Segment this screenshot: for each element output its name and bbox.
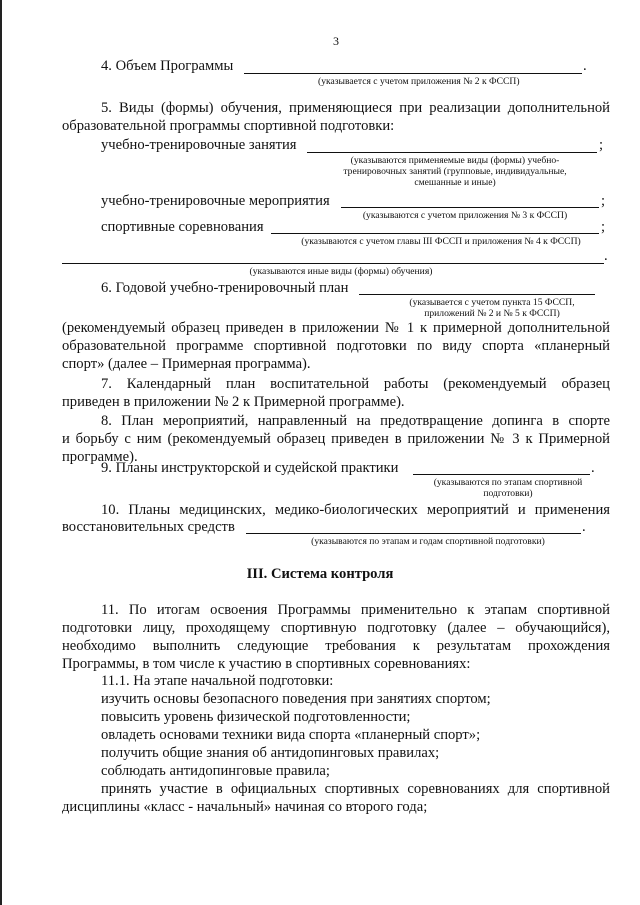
item-4-label: 4. Объем Программы [101, 58, 234, 74]
requirement-5: соблюдать антидопинговые правила; [101, 763, 330, 779]
item-9-dot: . [591, 460, 595, 476]
item-10-dot: . [582, 519, 586, 535]
item-6-line1: (рекомендуемый образец приведен в приложении № 1 к примерной дополнительной [62, 320, 610, 336]
item-9-note1: (указываются по этапам спортивной [433, 477, 583, 488]
item-6-label: 6. Годовой учебно-тренировочный план [101, 280, 349, 296]
item-5b-label: учебно-тренировочные мероприятия [101, 193, 330, 209]
item-5a-semicolon: ; [599, 137, 604, 153]
item-5b-fill-line [341, 207, 599, 208]
scan-edge [0, 0, 2, 905]
item-5a-label: учебно-тренировочные занятия [101, 137, 297, 153]
item-4-fill-line [244, 73, 582, 74]
item-9-fill-line [413, 474, 590, 475]
requirement-3: овладеть основами техники вида спорта «планерный спорт»; [101, 727, 481, 743]
requirement-6-line2: дисциплины «класс - начальный» начиная со второго года; [62, 799, 428, 815]
requirement-4: получить общие знания об антидопинговых правилах; [101, 745, 440, 761]
item-6-line2: образовательной программе спортивной подготовки по виду спорта «планерный [62, 338, 610, 354]
item-10-line2: восстановительных средств [62, 519, 235, 535]
item-10-fill-line [246, 533, 581, 534]
item-5b-semicolon: ; [601, 193, 606, 209]
item-5a-fill-line [307, 152, 597, 153]
item-5d-dot: . [604, 248, 608, 264]
item-5a-note3: смешанные и иные) [414, 177, 496, 188]
item-11-line1: 11. По итогам освоения Программы применительно к этапам спортивной [101, 602, 610, 618]
item-6-line3: спорт» (далее – Примерная программа). [62, 356, 311, 372]
item-9-note2: подготовки) [483, 488, 533, 499]
requirement-2: повысить уровень физической подготовленности; [101, 709, 411, 725]
item-5c-semicolon: ; [601, 219, 606, 235]
item-11-line2: подготовки лицу, проходящему спортивную подготовку (далее – обучающийся), [62, 620, 610, 636]
requirement-6-line1: принять участие в официальных спортивных соревнованиях для спортивной [101, 781, 610, 797]
item-8-line1: 8. План мероприятий, направленный на предотвращение допинга в спорте [101, 413, 610, 429]
item-6-note1: (указывается с учетом пункта 15 ФССП, [409, 297, 575, 308]
item-5c-fill-line [271, 233, 599, 234]
item-8-line2: и борьбу с ним (рекомендуемый образец приведен в приложении № 3 к Примерной [62, 431, 610, 447]
item-5d-note: (указываются иные виды (формы) обучения) [249, 266, 433, 277]
item-5b-note: (указываются с учетом приложения № 3 к ФССП) [362, 210, 568, 221]
item-10-line1: 10. Планы медицинских, медико-биологических мероприятий и применения [101, 502, 610, 518]
item-5-line1: 5. Виды (формы) обучения, применяющиеся при реализации дополнительной [101, 100, 610, 116]
item-6-fill-line [359, 294, 595, 295]
item-7-line1: 7. Календарный план воспитательной работы (рекомендуемый образец [101, 376, 610, 392]
item-4-note: (указывается с учетом приложения № 2 к ФССП) [318, 76, 520, 87]
item-8-line3: программе). [62, 449, 138, 465]
item-5a-note2: тренировочных занятий (групповые, индивидуальные, [343, 166, 567, 177]
item-10-note: (указываются по этапам и годам спортивной подготовки) [311, 536, 545, 547]
item-5d-fill-line [62, 263, 604, 264]
item-11-line4: Программы, в том числе к участию в спортивных соревнованиях: [62, 656, 471, 672]
item-5a-note1: (указываются применяемые виды (формы) учебно- [350, 155, 560, 166]
item-6-note2: приложений № 2 и № 5 к ФССП) [424, 308, 560, 319]
item-11-line3: необходимо выполнить следующие требования к результатам прохождения [62, 638, 610, 654]
page-number: 3 [333, 34, 339, 48]
item-5-line2: образовательной программы спортивной подготовки: [62, 118, 395, 134]
item-11-1: 11.1. На этапе начальной подготовки: [101, 673, 334, 689]
item-5c-label: спортивные соревнования [101, 219, 264, 235]
item-9-label: 9. Планы инструкторской и судейской практики [101, 460, 399, 476]
item-5c-note: (указываются с учетом главы III ФССП и приложения № 4 к ФССП) [301, 236, 581, 247]
section-title: III. Система контроля [246, 566, 394, 582]
item-4-dot: . [583, 58, 587, 74]
requirement-1: изучить основы безопасного поведения при занятиях спортом; [101, 691, 491, 707]
item-7-line2: приведен в приложении № 2 к Примерной программе). [62, 394, 405, 410]
